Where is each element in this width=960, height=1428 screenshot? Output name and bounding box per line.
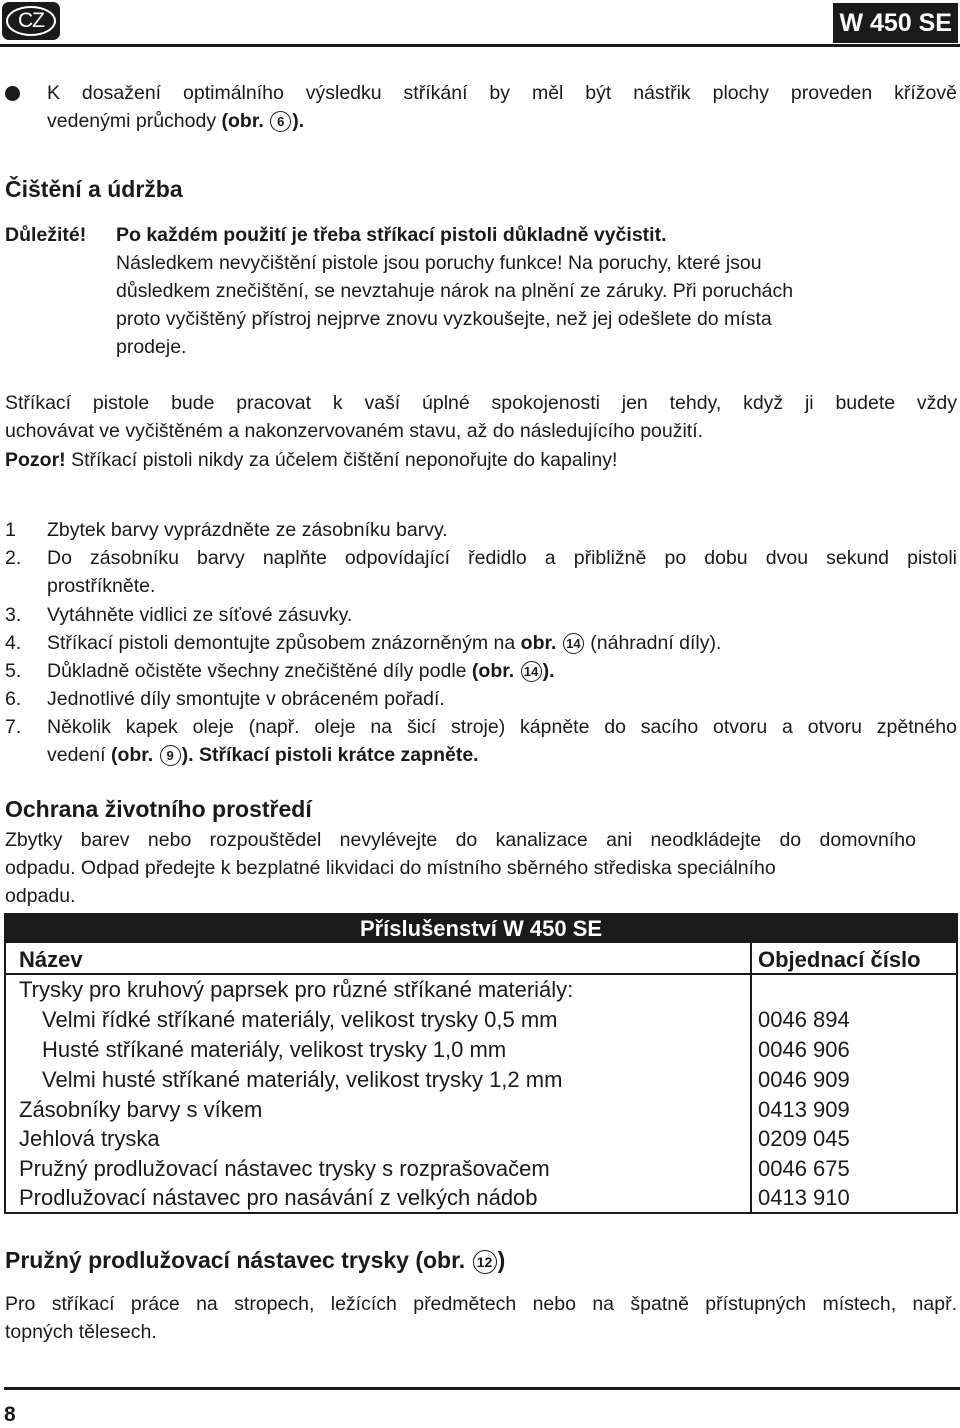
environment-line-2: odpadu. Odpad předejte k bezplatné likvidaci do místního sběrného střediska speciálního xyxy=(5,857,776,879)
warning-label: Pozor! xyxy=(5,449,66,471)
table-row xyxy=(6,1095,956,1125)
step-text-part: ). Stříkací pistoli krátce zapněte. xyxy=(181,744,479,766)
accessory-name: Jehlová tryska xyxy=(19,1126,160,1151)
extension-line-1: Pro stříkací práce na stropech, ležících předmětech nebo na špatně přístupných místech, např. xyxy=(5,1293,957,1315)
accessory-name: Husté stříkané materiály, velikost trysky 1,0 mm xyxy=(42,1037,507,1062)
cleaning-paragraph-line-1: Stříkací pistole bude pracovat k vaší úplné spokojenosti jen tehdy, když ji budete vždy xyxy=(5,392,957,414)
warning-line xyxy=(5,446,617,475)
step-fig-ref: (obr. xyxy=(471,660,515,682)
step-fig-close: ). xyxy=(542,660,555,682)
environment-line-3: odpadu. xyxy=(5,885,76,907)
accessories-table-title: Příslušenství W 450 SE xyxy=(6,915,956,943)
cleaning-note-line-2: důsledkem znečištění, se nevztahuje nárok na plnění ze záruky. Při poruchách xyxy=(116,280,794,302)
figure-number-icon: 14 xyxy=(521,661,542,682)
accessory-code: 0413 910 xyxy=(758,1185,850,1210)
accessory-code: 0046 894 xyxy=(758,1007,850,1032)
cleaning-steps-list xyxy=(0,516,960,776)
cleaning-note-line-3: proto vyčištěný přístroj nejprve znovu vyzkoušejte, než jej odešlete do místa xyxy=(116,308,772,330)
accessory-name: Prodlužovací nástavec pro nasávání z velkých nádob xyxy=(19,1185,538,1210)
footer-divider xyxy=(4,1387,960,1390)
step-text: Do zásobníku barvy naplňte odpovídající ředidlo a přibližně po dobu dvou sekund pistoli xyxy=(47,547,957,569)
step-text: Jednotlivé díly smontujte v obráceném pořadí. xyxy=(47,688,445,710)
figure-number-icon: 12 xyxy=(473,1250,497,1274)
section-title-extension xyxy=(5,1247,505,1274)
step-text-part: Stříkací pistoli demontujte způsobem znázorněným na xyxy=(47,632,521,654)
step-fig-ref: obr. xyxy=(520,632,557,654)
intro-fig-ref: (obr. xyxy=(221,110,264,132)
section-title-environment: Ochrana životního prostředí xyxy=(5,796,312,822)
step-text-part: (náhradní díly). xyxy=(584,632,722,654)
table-row xyxy=(6,1065,956,1095)
accessory-name: Zásobníky barvy s víkem xyxy=(19,1097,263,1122)
step-text xyxy=(47,657,555,686)
step-number: 3. xyxy=(5,604,22,626)
cleaning-note-line-4: prodeje. xyxy=(116,336,187,358)
table-row xyxy=(6,1005,956,1035)
table-row xyxy=(6,1154,956,1184)
column-header-name: Název xyxy=(19,947,83,972)
step-number: 4. xyxy=(5,632,22,654)
step-number: 5. xyxy=(5,660,22,682)
model-badge: W 450 SE xyxy=(833,3,958,43)
step-text-continued: prostříkněte. xyxy=(47,575,156,597)
environment-line-1: Zbytky barev nebo rozpouštědel nevylévejte do kanalizace ani neodkládejte do domovního xyxy=(5,829,916,851)
accessory-name: Velmi husté stříkané materiály, velikost trysky 1,2 mm xyxy=(42,1067,563,1092)
step-fig-ref: (obr. xyxy=(110,744,154,766)
table-row xyxy=(6,1183,956,1213)
step-text-continued xyxy=(47,741,479,770)
accessory-code: 0413 909 xyxy=(758,1097,850,1122)
table-header-row xyxy=(6,945,956,975)
page-number: 8 xyxy=(4,1403,16,1426)
accessory-code: 0046 675 xyxy=(758,1156,850,1181)
intro-text: vedenými průchody xyxy=(47,110,222,132)
extension-title-text: Pružný prodlužovací nástavec trysky (obr. xyxy=(5,1247,472,1273)
accessories-table xyxy=(4,913,958,1214)
step-text: Zbytek barvy vyprázdněte ze zásobníku barvy. xyxy=(47,519,448,541)
accessory-code: 0046 909 xyxy=(758,1067,850,1092)
step-text-part: Důkladně očistěte všechny znečištěné díly podle xyxy=(47,660,472,682)
language-badge xyxy=(2,2,60,40)
accessory-name: Pružný prodlužovací nástavec trysky s rozprašovačem xyxy=(19,1156,550,1181)
cleaning-paragraph-line-2: uchovávat ve vyčištěném a nakonzervovaném stavu, až do následujícího použití. xyxy=(5,420,704,442)
important-text: Po každém použití je třeba stříkací pistoli důkladně vyčistit. xyxy=(116,224,667,246)
intro-line-2 xyxy=(47,107,304,136)
accessory-name: Velmi řídké stříkané materiály, velikost trysky 0,5 mm xyxy=(42,1007,558,1032)
cleaning-note-line-1: Následkem nevyčištění pistole jsou poruchy funkce! Na poruchy, které jsou xyxy=(116,252,762,274)
warning-text: Stříkací pistoli nikdy za účelem čištění neponořujte do kapaliny! xyxy=(65,449,618,471)
table-row xyxy=(6,1035,956,1065)
step-text xyxy=(47,629,721,658)
step-number: 7. xyxy=(5,716,22,738)
extension-title-close: ) xyxy=(497,1247,506,1273)
header-divider xyxy=(0,44,960,47)
accessory-code: 0046 906 xyxy=(758,1037,850,1062)
intro-line-1: K dosažení optimálního výsledku stříkání by měl být nástřik plochy proveden křížově xyxy=(47,82,957,104)
step-number: 1 xyxy=(5,519,16,541)
bullet-dot-icon xyxy=(5,86,20,101)
accessory-code: 0209 045 xyxy=(758,1126,850,1151)
column-header-order-number: Objednací číslo xyxy=(758,947,921,972)
section-title-cleaning: Čištění a údržba xyxy=(5,176,183,202)
step-number: 6. xyxy=(5,688,22,710)
figure-number-icon: 6 xyxy=(270,111,291,132)
accessory-name: Trysky pro kruhový paprsek pro různé stříkané materiály: xyxy=(19,977,574,1002)
important-label: Důležité! xyxy=(5,224,87,246)
step-text: Několik kapek oleje (např. oleje na šicí stroje) kápněte do sacího otvoru a otvoru zpětného xyxy=(47,716,957,738)
figure-number-icon: 9 xyxy=(160,745,181,766)
table-row xyxy=(6,975,956,1005)
step-text-part: vedení xyxy=(47,744,111,766)
extension-line-2: topných tělesech. xyxy=(5,1321,157,1343)
language-code: CZ xyxy=(6,6,56,36)
table-row xyxy=(6,1124,956,1154)
step-text: Vytáhněte vidlici ze síťové zásuvky. xyxy=(47,604,353,626)
intro-fig-close: ). xyxy=(292,110,305,132)
figure-number-icon: 14 xyxy=(563,633,584,654)
step-number: 2. xyxy=(5,547,22,569)
